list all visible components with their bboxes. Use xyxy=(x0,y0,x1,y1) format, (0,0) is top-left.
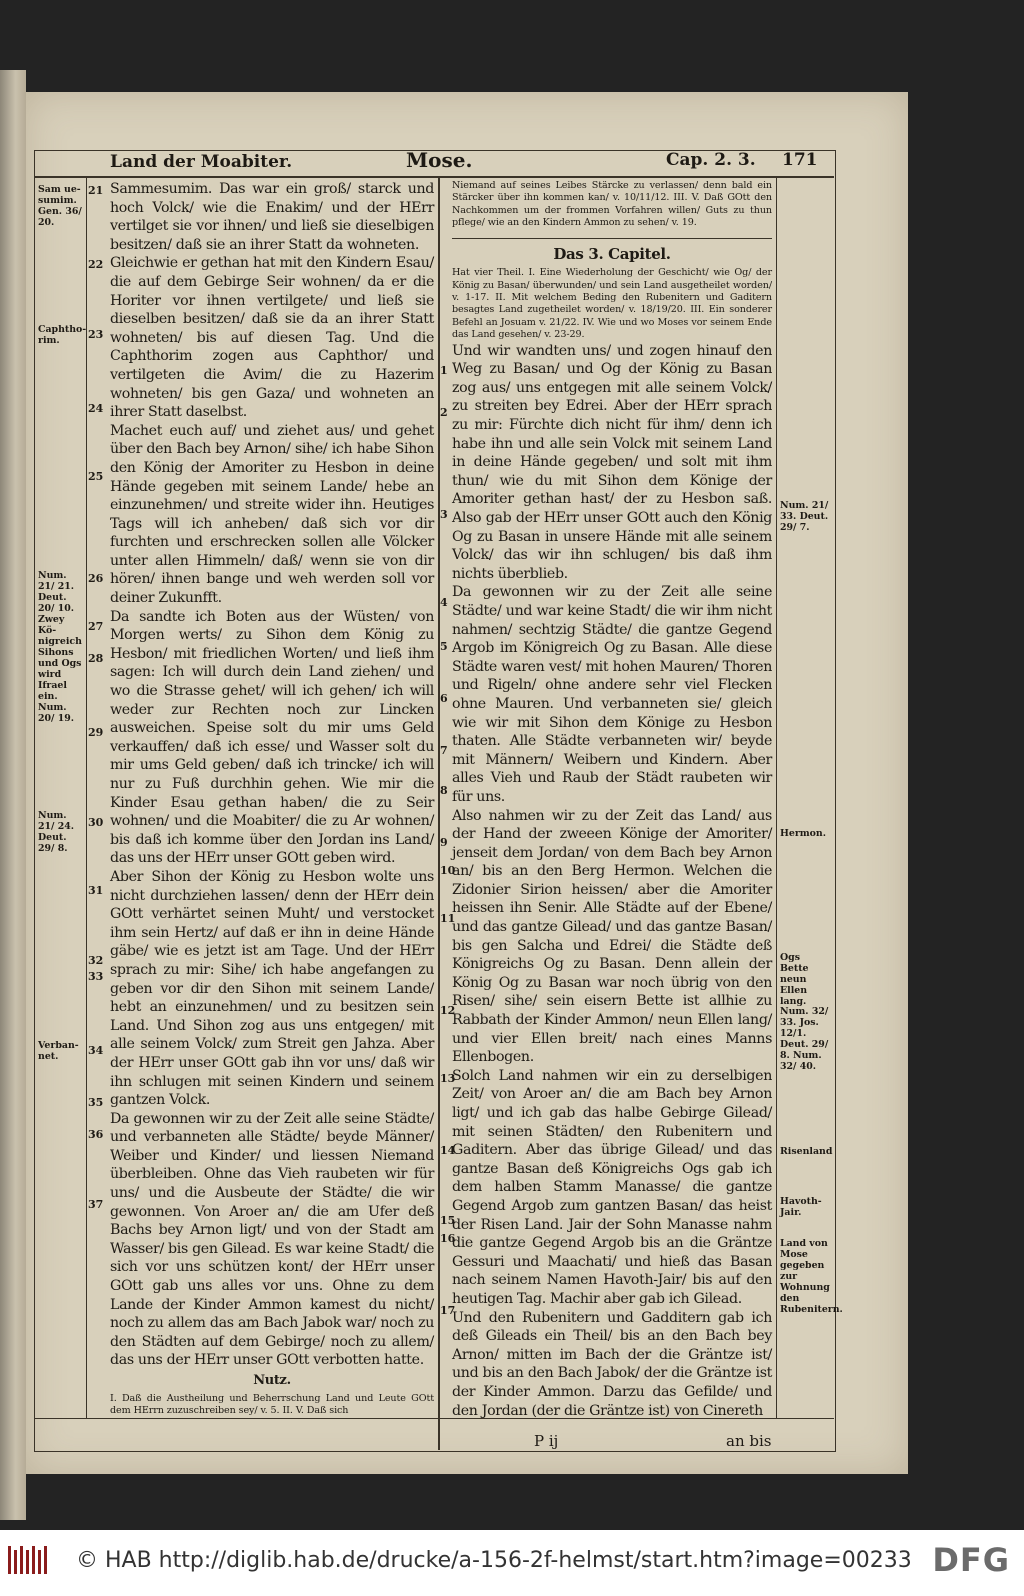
verse-number: 13 xyxy=(440,1072,456,1085)
verse-number: 26 xyxy=(88,572,104,585)
verse-number: 31 xyxy=(88,884,104,897)
paragraph: Aber Sihon der König zu Hesbon wolte uns nicht durchziehen lassen/ denn der HErr dein GOtt verhärtet seinen Muht/ und verstocket ihm sein Hertz/ auf daß er ihn in deine Hände gäbe/ wie es jetzt ist am Tage. Und der HErr sprach zu mir: Sihe/ ich habe angefangen zu geben vor dir den Sihon mit seinem Lande/ hebt an einzunehmen/ und zu besitzen sein Land. Und Sihon zog aus uns entgegen/ mit alle seinem Volck/ zum Streit gen Jahza. Aber der HErr unser GOtt gab ihn vor uns/ daß wir ihn schlugen mit seinen Kindern und seinem gantzen Volck. xyxy=(110,868,434,1109)
hab-logo-icon xyxy=(6,1544,50,1576)
left-text-column xyxy=(110,180,434,1417)
verse-number: 2 xyxy=(440,406,448,419)
chapter-2-nutz-continuation: Niemand auf seines Leibes Stärcke zu verlassen/ denn bald ein Stärcker über ihn kommen kan/ v. 10/11/12. III. V. Daß GOtt den Nachkommen um der frommen Vorfahren willen/ Guts zu thun pflege/ wie an den Kindern Ammon zu sehen/ v. 19. xyxy=(452,180,772,229)
verse-number: 6 xyxy=(440,692,448,705)
verse-number: 35 xyxy=(88,1096,104,1109)
catchword: an bis xyxy=(726,1432,772,1450)
nutz-text: I. Daß die Austheilung und Beherrschung Land und Leute GOtt dem HErrn zuzuschreiben sey/ v. 5. II. V. Daß sich xyxy=(110,1392,434,1416)
verse-number: 5 xyxy=(440,640,448,653)
verse-number: 11 xyxy=(440,912,456,925)
margin-note: Hermon. xyxy=(780,828,827,839)
verse-number: 37 xyxy=(88,1198,104,1211)
paragraph: Da gewonnen wir zu der Zeit alle seine Städte/ und verbanneten alle Städte/ beyde Männer/ Weiber und Kinder/ und liessen Niemand überbleiben. Ohne das Vieh raubeten wir für uns/ und die Ausbeute der Städte/ die wir gewonnen. Von Aroer an/ die am Ufer deß Bachs bey Arnon ligt/ und von der Stadt am Wasser/ bis gen Gilead. Es war keine Stadt/ die sich vor uns schützen kont/ der HErr unser GOtt gab uns alles vor uns. Ohne zu dem Lande der Kinder Ammon kamest du nicht/ noch zu allem das am Bach Jabok war/ noch zu den Städten auf dem Gebirge/ noch zu allem/ das uns der HErr unser GOtt verbotten hatte. xyxy=(110,1110,434,1369)
verse-number: 24 xyxy=(88,402,104,415)
margin-note: Land von Mose gegeben zur Wohnung den Rubenitern. xyxy=(780,1238,843,1315)
verse-number: 8 xyxy=(440,784,448,797)
verse-number: 32 xyxy=(88,954,104,967)
verse-number: 21 xyxy=(88,184,104,197)
margin-note: Verban-net. xyxy=(38,1040,79,1062)
running-head-center: Mose. xyxy=(406,148,473,172)
margin-note: Risenland xyxy=(780,1146,833,1157)
verse-number: 34 xyxy=(88,1044,104,1057)
margin-note: Ogs Bette neun Ellen lang. xyxy=(780,952,809,1007)
paragraph: Also nahmen wir zu der Zeit das Land/ aus der Hand der zweeen Könige der Amoriter/ jenseit dem Jordan/ von dem Bach bey Arnon an/ bis an den Berg Hermon. Welchen die Zidonier Sirion heissen/ aber die Amoriter heissen ihn Senir. Alle Städte auf der Ebene/ und das gantze Gilead/ und das gantze Basan/ bis gen Salcha und Edrei/ die Städte deß Königreichs Og zu Basan. Denn allein der König Og zu Basan war noch übrig von den Risen/ sihe/ sein eisern Bette ist allhie zu Rabbath der Kinder Ammon/ neun Ellen lang/ und vier Ellen breit/ nach eines Manns Ellenbogen. xyxy=(452,807,772,1066)
margin-note: Num. 21/ 33. Deut. 29/ 7. xyxy=(780,500,829,533)
running-head-left: Land der Moabiter. xyxy=(110,152,293,172)
dfg-logo: DFG xyxy=(932,1541,1010,1579)
verse-number: 30 xyxy=(88,816,104,829)
paragraph: Da gewonnen wir zu der Zeit alle seine Städte/ und war keine Stadt/ die wir ihm nicht nahmen/ sechtzig Städte/ die gantze Gegend Argob im Königreich Og zu Basan. Alle diese Städte waren vest/ mit hohen Mauren/ Thoren und Rigeln/ ohne andere sehr viel Flecken ohne Mauren. Und verbanneten sie/ gleich wie wir mit Sihon dem Könige zu Hesbon thaten. Alle Städte verbanneten wir/ beyde mit Männern/ Weibern und Kindern. Aber alles Vieh und Raub der Städt raubeten wir für uns. xyxy=(452,584,772,805)
paragraph: Und den Rubenitern und Gadditern gab ich deß Gileads ein Theil/ bis an den Bach bey Arnon/ mitten im Bach der die Gräntze ist/ und bis an den Bach Jabok/ der die Gräntze ist der Kinder Ammon. Darzu das Gefilde/ und den Jordan (der die Gräntze ist) von Cinereth xyxy=(452,1309,772,1419)
header-rule xyxy=(34,176,834,178)
margin-note: Num. 21/ 24. Deut. 29/ 8. xyxy=(38,810,75,854)
signature-mark: P ij xyxy=(534,1432,559,1450)
verse-number: 22 xyxy=(88,258,104,271)
paragraph: Sammesumim. Das war ein groß/ starck und hoch Volck/ wie die Enakim/ und der HErr vertilget sie vor ihnen/ und ließ sie dieselbigen besitzen/ daß sie an ihrer Statt da wohneten. xyxy=(110,181,434,253)
margin-note: Caphtho-rim. xyxy=(38,324,87,346)
verse-number: 36 xyxy=(88,1128,104,1141)
paragraph: Da sandte ich Boten aus der Wüsten/ von Morgen werts/ zu Sihon dem König zu Hesbon/ mit friedlichen Worten/ und ließ ihm sagen: Ich will durch dein Land ziehen/ und wo die Strasse gehet/ will ich gehen/ ich will weder zur Rechten noch zur Lincken ausweichen. Speise solt du mir ums Geld verkauffen/ daß ich esse/ und Wasser solt du mir ums Geld geben/ daß ich trincke/ ich will nur zu Fuß durchhin gehen. Wie mir die Kinder Esau gethan haben/ die zu Seir wohnen/ und die Moabiter/ die zu Ar wohnen/ bis daß ich komme über den Jordan ins Land/ das uns der HErr unser GOtt geben wird. xyxy=(110,608,434,867)
page-number: 171 xyxy=(782,150,818,170)
previous-page-edge xyxy=(0,70,26,1520)
paragraph: Machet euch auf/ und ziehet aus/ und gehet über den Bach bey Arnon/ sihe/ ich habe Sihon den König der Amoriter zu Hesbon in deine Hände gegeben mit seinem Lande/ hebe an einzunehmen/ und streite wider ihn. Heutiges Tags will ich anheben/ daß sich vor dir furchten und erschrecken sollen alle Völcker unter allen Himmeln/ daß/ wenn sie von dir hören/ ihnen bange und weh werden soll vor deiner Zukunfft. xyxy=(110,422,434,607)
verse-number: 9 xyxy=(440,836,448,849)
running-head-right: Cap. 2. 3. xyxy=(666,150,756,170)
verse-number: 3 xyxy=(440,508,448,521)
right-margin-rule xyxy=(776,178,777,1418)
verse-number: 17 xyxy=(440,1304,456,1317)
verse-number: 23 xyxy=(88,328,104,341)
margin-note: Havoth-Jair. xyxy=(780,1196,822,1218)
verse-number: 10 xyxy=(440,864,456,877)
paragraph: Und wir wandten uns/ und zogen hinauf den Weg zu Basan/ und Og der König zu Basan zog aus/ uns entgegen mit alle seinem Volck/ zu streiten bey Edrei. Aber der HErr sprach zu mir: Fürchte dich nicht für ihm/ denn ich habe ihn und alle sein Volck mit seinem Land in deine Hände gegeben/ und solt mit ihm thun/ wie du mit Sihon dem Könige der Amoriter gethan hast/ der zu Hesbon saß. Also gab der HErr unser GOtt auch den König Og zu Basan in unsere Hände mit alle seinem Volck/ das wir ihn schlugen/ bis daß ihm nichts überblieb. xyxy=(452,342,772,582)
verse-number: 29 xyxy=(88,726,104,739)
right-text-column xyxy=(452,180,772,1420)
verse-number: 16 xyxy=(440,1232,456,1245)
margin-note: Num. 32/ 33. Jos. 12/1. Deut. 29/ 8. Num. 32/ 40. xyxy=(780,1006,829,1072)
verse-number: 28 xyxy=(88,652,104,665)
nutz-heading: Nutz. xyxy=(253,1373,291,1388)
left-margin-rule xyxy=(86,178,87,1418)
verse-number: 27 xyxy=(88,620,104,633)
chapter-summary: Hat vier Theil. I. Eine Wiederholung der Geschicht/ wie Og/ der König zu Basan/ überwunden/ und sein Land ausgetheilet worden/ v. 1-17. II. Mit welchem Beding den Rubenitern und Gaditern besagtes Land zugetheilet worden/ v. 18/19/20. III. Ein sonderer Befehl an Josuam v. 21/22. IV. Wie und wo Moses vor seinem Ende das Land gesehen/ v. 23-29. xyxy=(452,267,772,341)
verse-number: 14 xyxy=(440,1144,456,1157)
verse-number: 7 xyxy=(440,744,448,757)
verse-number: 15 xyxy=(440,1214,456,1227)
margin-note: Num. 21/ 21. Deut. 20/ 10. Zwey Kö-nigreich Sihons und Ogs wird Ifrael ein. Num. 20/ 19. xyxy=(38,570,82,724)
verse-number: 12 xyxy=(440,1004,456,1017)
note-rule xyxy=(452,238,772,239)
copyright-link[interactable]: © HAB http://diglib.hab.de/drucke/a-156-2f-helmst/start.htm?image=00233 xyxy=(76,1548,912,1573)
paragraph: Solch Land nahmen wir ein zu derselbigen Zeit/ von Aroer an/ die am Bach bey Arnon ligt/ und ich gab das halbe Gebirge Gilead/ mit seinen Städten/ den Rubenitern und Gaditern. Aber das übrige Gilead/ und das gantze Basan deß Königreichs Ogs gab ich dem halben Stamm Manasse/ die gantze Gegend Argob zum gantzen Basan/ das heist der Risen Land. Jair der Sohn Manasse nahm die gantze Gegend Argob bis an die Gräntze Gessuri und Maachati/ und hieß das Basan nach seinem Namen Havoth-Jair/ bis auf den heutigen Tag. Machir aber gab ich Gilead. xyxy=(452,1067,772,1307)
margin-note: Sam ue-sumim. Gen. 36/ 20. xyxy=(38,184,82,228)
verse-number: 25 xyxy=(88,470,104,483)
book-page xyxy=(26,92,908,1474)
paragraph: Gleichwie er gethan hat mit den Kindern Esau/ die auf dem Gebirge Seir wohnen/ da er die Horiter vor ihnen vertilgete/ und ließ sie dieselben besitzen/ daß sie da an ihrer Statt wohneten/ bis auf diesen Tag. Und die Caphthorim zogen aus Caphthor/ und vertilgeten die Avim/ die zu Hazerim wohneten/ bis gen Gaza/ und wohneten an ihrer Statt daselbst. xyxy=(110,255,434,421)
verse-number: 4 xyxy=(440,596,448,609)
verse-number: 1 xyxy=(440,364,448,377)
verse-number: 33 xyxy=(88,970,104,983)
chapter-title: Das 3. Capitel. xyxy=(553,244,671,263)
